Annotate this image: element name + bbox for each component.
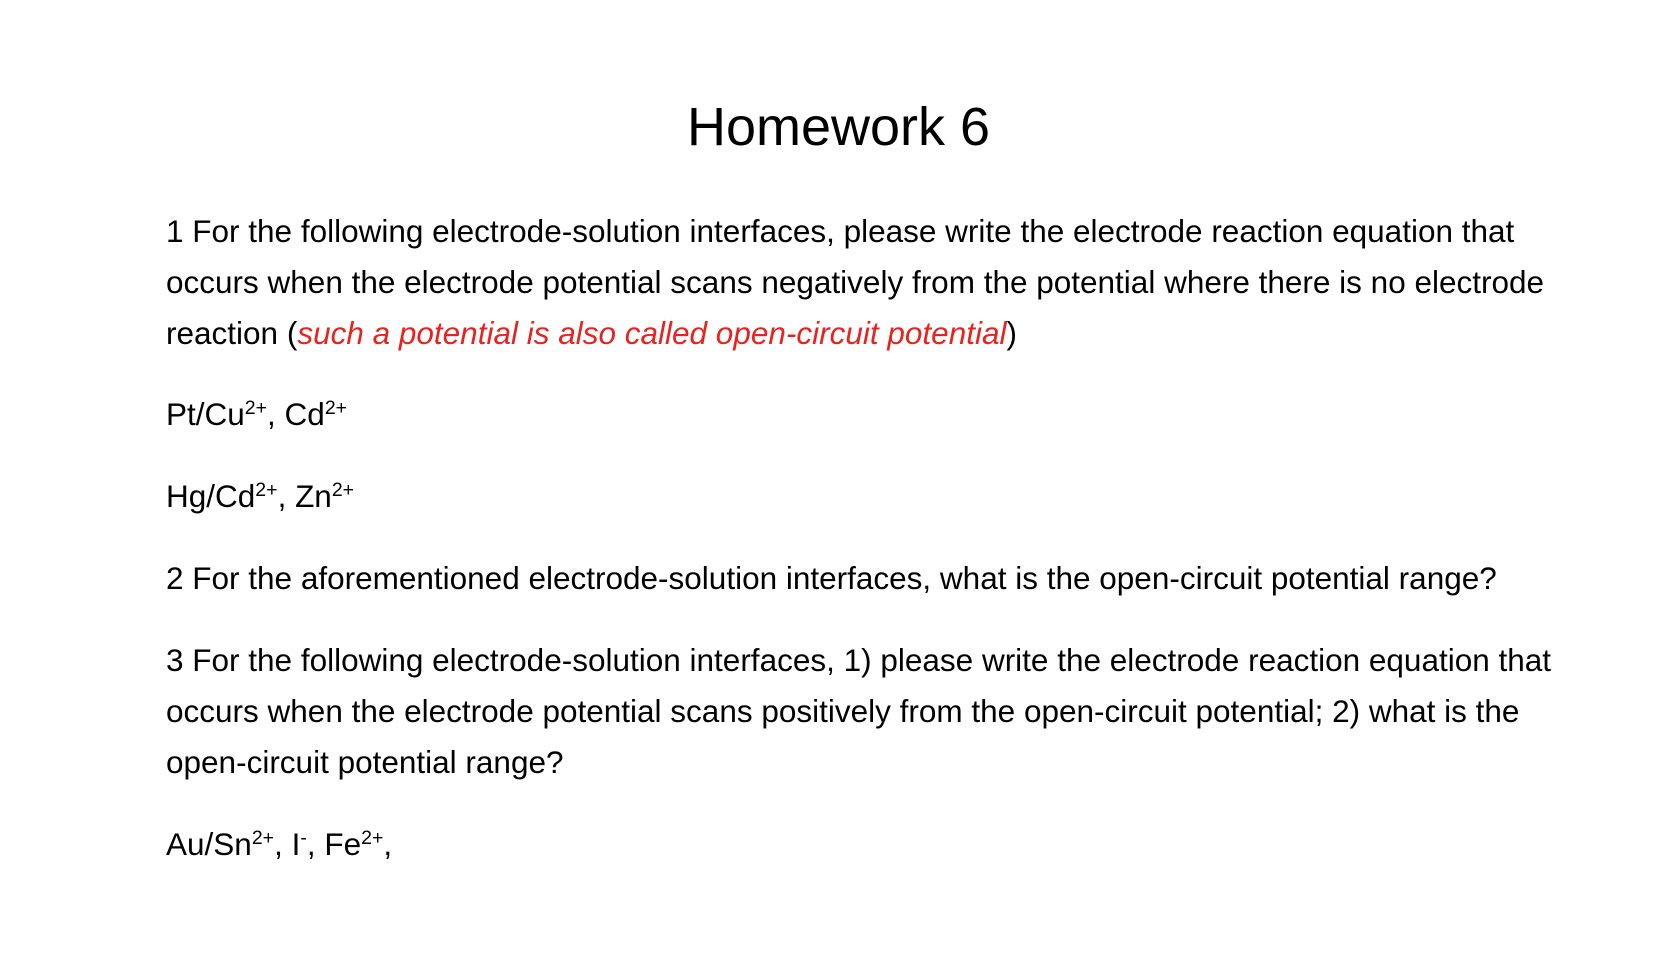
interface-au-sn-i-fe	[166, 819, 1586, 870]
charge-superscript: -	[300, 827, 307, 850]
question-2: 2 For the aforementioned electrode-solution interfaces, what is the open-circuit potential range?	[166, 560, 1497, 596]
interface-text: Hg/Cd	[166, 478, 256, 514]
interface-text: , I	[274, 826, 301, 862]
interface-hg-cd-zn	[166, 471, 1586, 522]
charge-superscript: 2+	[324, 397, 348, 420]
document-body	[166, 206, 1586, 870]
question-1-close: )	[1006, 315, 1017, 351]
charge-superscript: 2+	[361, 827, 384, 850]
interface-pt-cu-cd	[166, 389, 1586, 440]
question-1	[166, 206, 1586, 359]
interface-text: , Zn	[277, 478, 332, 514]
question-1-text: 1 For the following electrode-solution interfaces, please write the electrode reaction equation that occurs when the electrode potential scans negatively from the potential where there is no electrode reaction (	[166, 213, 1545, 351]
charge-superscript: 2+	[244, 397, 268, 420]
interface-text: Au/Sn	[166, 826, 252, 862]
interface-text: , Fe	[306, 826, 362, 862]
charge-superscript: 2+	[331, 479, 355, 502]
document-title: Homework 6	[686, 97, 991, 157]
question-1-highlight: such a potential is also called open-circuit potential	[297, 315, 1007, 351]
charge-superscript: 2+	[255, 479, 278, 502]
interface-text: ,	[383, 826, 393, 862]
charge-superscript: 2+	[251, 827, 275, 850]
interface-text: Pt/Cu	[166, 396, 245, 432]
question-3: 3 For the following electrode-solution interfaces, 1) please write the electrode reaction equation that occurs when the electrode potential scans positively from the open-circuit potential; 2) what is the open-circuit potential range?	[166, 642, 1552, 780]
interface-text: , Cd	[267, 396, 325, 432]
